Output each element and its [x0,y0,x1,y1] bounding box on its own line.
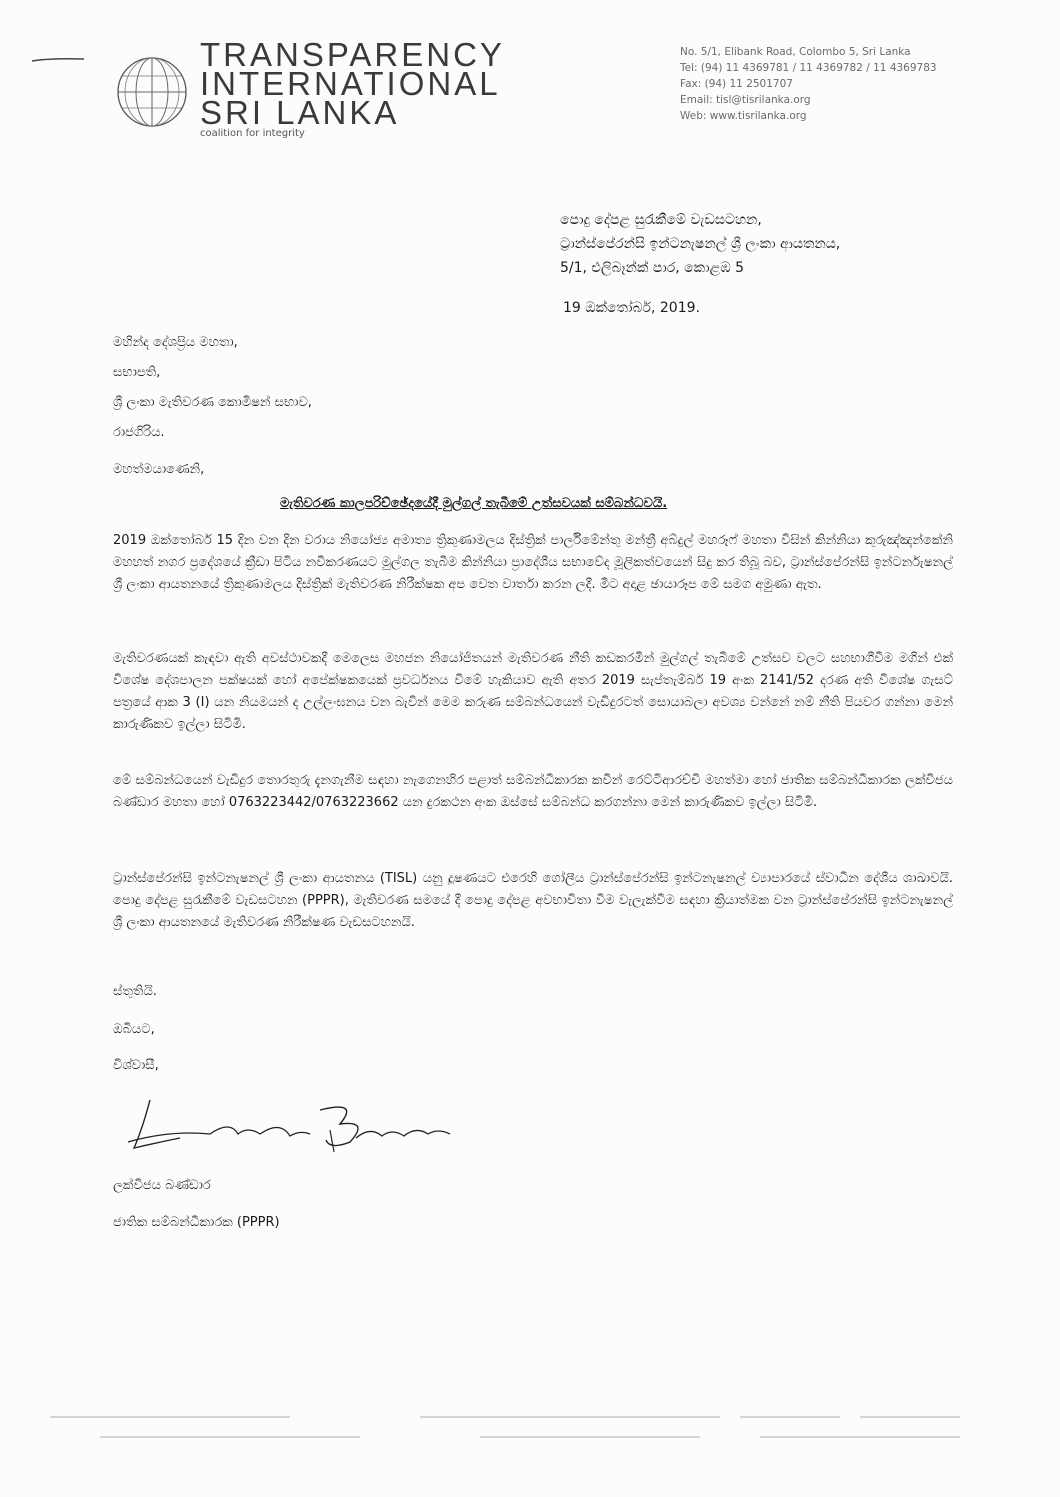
recipient-line-1: මහින්ද දේශප්‍රිය මහතා, [113,335,238,350]
contact-email: Email: tisl@tisrilanka.org [680,94,811,106]
contact-block [680,44,937,124]
contact-address: No. 5/1, Elibank Road, Colombo 5, Sri Lanka [680,46,911,58]
org-name-line-1: TRANSPARENCY [200,36,505,73]
sender-line-1: පොදු දේපළ සුරැකීමේ වැඩසටහන, [560,212,762,228]
org-tagline: coalition for integrity [200,128,305,139]
recipient-line-2: සභාපති, [113,365,161,380]
recipient-address [113,328,312,448]
letter-date: 19 ඔක්තෝබර්, 2019. [563,300,700,316]
signer-name: ලක්විජය බණ්ඩාර [113,1178,211,1193]
recipient-line-4: රාජගිරිය. [113,425,165,440]
sender-line-2: ට්‍රාන්ස්පේරන්සි ඉන්ටනැෂනල් ශ්‍රී ලංකා ආයතනය, [560,236,841,252]
sender-line-3: 5/1, එලිබෑන්ක් පාර, කොළඹ 5 [560,260,745,276]
body-paragraph-2: මැතිවරණයක් කැඳවා ඇති අවස්ථාවකදී මෙලෙස මහජන නියෝජිතයන් මැතිවරණ නීති කඩකරමින් මුල්ගල් තැබීමේ උත්සව වලට සහභාගීවීම මගින් එක් විශේෂ දේශපාලන පක්ෂයක් හෝ අපේක්ෂකයෙක් ප්‍රවර්ධනය වීමේ හැකියාව ඇති අතර 2019 සැප්තැම්බර් 19 අංක 2141/52 දරණ අති විශේෂ ගැසට් පත්‍රයේ ආක 3 (I) යන නියමයන් ද උල්ලංඝනය වන බැවින් මෙම කරුණ සම්බන්ධයෙන් වැඩිදුරටත් සොයාබලා අවශ්‍ය වන්නේ නම් නීති පියවර ගන්නා මෙන් කාරුණිකව ඉල්ලා සිටිමි. [113,651,953,732]
body-paragraph-3: මේ සම්බන්ධයෙන් වැඩිදුර තොරතුරු දැනගැනීම සඳහා නැගෙනහිර පළාත් සම්බන්ධීකාරක කවීන් රෙට්ටිආරච්චි මහත්මා හෝ ජාතික සම්බන්ධීකාරක ලක්විජය බණ්ඩාර මහතා හෝ 0763223442/0763223662 යන දුරකථන අංක ඔස්සේ සම්බන්ධ කරගන්නා මෙන් කාරුණිකව ඉල්ලා සිටිමි. [113,773,953,810]
closing-thanks: ස්තුතියි. [113,984,157,999]
sender-address [560,208,840,280]
closing-faithfully: විශ්වාසී, [113,1058,159,1073]
contact-web: Web: www.tisrilanka.org [680,110,807,122]
org-name-line-3: SRI LANKA [200,94,400,131]
globe-logo-icon [110,40,190,140]
signer-title: ජාතික සම්බන්ධීකාරක (PPPR) [113,1215,280,1230]
contact-phone: Tel: (94) 11 4369781 / 11 4369782 / 11 4369783 [680,62,937,74]
body-paragraph-4: ට්‍රාන්ස්පේරන්සි ඉන්ටනැෂනල් ශ්‍රී ලංකා ආයතනය (TISL) යනු දූෂණයට එරෙහි ගෝලීය ට්‍රාන්ස්පේරන්සි ඉන්ටනැෂනල් ව්‍යාපාරයේ ස්වාධීන දේශීය ශාඛාවයි. පොදු දේපළ සුරැකීමේ වැඩසටහන (PPPR), මැතිවරණ සමයේ දී පොදු දේපළ අවභාවිතා වීම වැලැක්වීම සඳහා ක්‍රියාත්මක වන ට්‍රාන්ස්පේරන්සි ඉන්ටනැෂනල් ශ්‍රී ලංකා ආයතනයේ මැතිවරණ නිරීක්ෂණ වැඩසටහනයි. [113,871,953,930]
scan-mark [30,56,86,64]
salutation: මහත්මයාණෙනි, [113,462,205,477]
org-name-line-2: INTERNATIONAL [200,65,501,102]
body-paragraph-1: 2019 ඔක්තෝබර් 15 දින වන දින වරාය නියෝජ්‍ය අමාත්‍ය ත්‍රිකුණාමලය දිස්ත්‍රික් පාර්ලිමේන්තු මන්ත්‍රී අබ්දුල් මහරූෆ් මහතා විසින් කින්නියා කුරුඤ්ඤන්කේනි මහහත් නගර ප්‍රදේශයේ ක්‍රීඩා පිටිය නවීකරණයට මුල්ගල තැබීම කින්නියා ප්‍රාදේශීය සභාවේද මූලිකත්වයෙන් සිදු කර තිබූ බව, ට්‍රාන්ස්පේරන්සි ඉන්ටර්නැෂනල් ශ්‍රී ලංකා ආයතනයේ ත්‍රිකුණාමලය දිස්ත්‍රික් මැතිවරණ නිරීක්ෂක අප වෙත වාර්තා කරන ලදී. මීට අදාළ ඡායාරූප මේ සමග අමුණා ඇත. [113,533,953,592]
organization-logo-text [200,36,505,131]
contact-fax: Fax: (94) 11 2501707 [680,78,793,90]
faded-footer [40,1408,1020,1448]
recipient-line-3: ශ්‍රී ලංකා මැතිවරණ කොමිෂන් සභාව, [113,395,312,410]
closing-regards: ඔබියට, [113,1022,155,1037]
handwritten-signature [120,1090,460,1170]
subject-line: මැතිවරණ කාලපරිච්ඡේදයේදී මුල්ගල් තැබීමේ උත්සවයක් සම්බන්ධවයි. [280,496,668,511]
